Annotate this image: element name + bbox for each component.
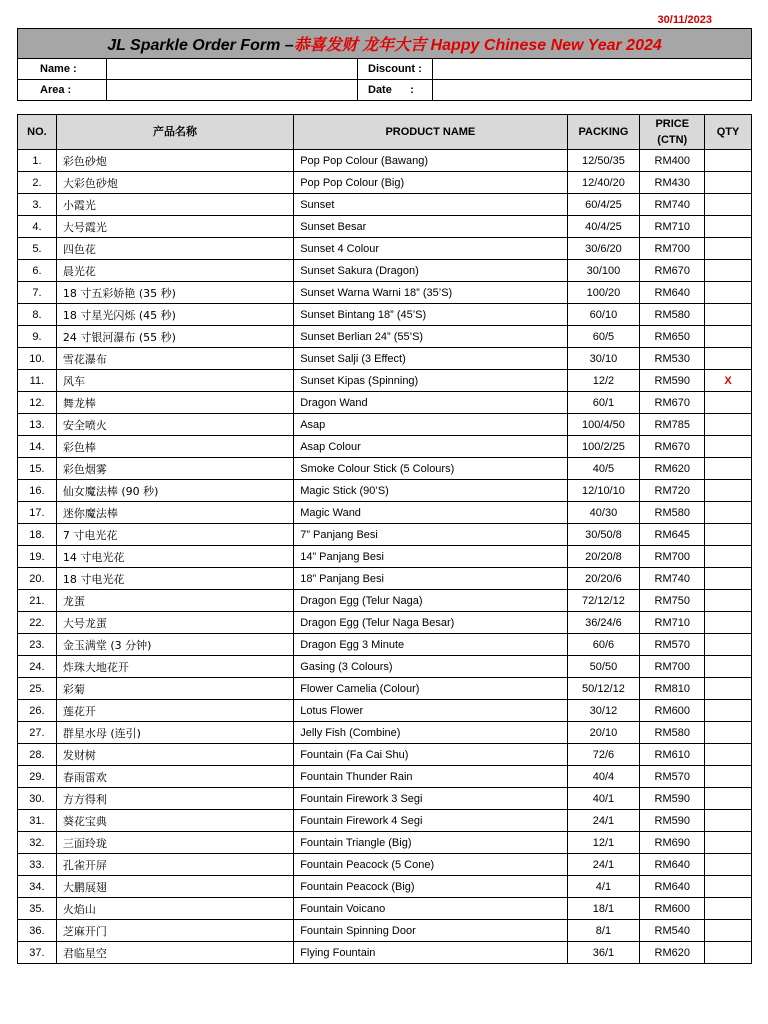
row-price: RM710: [640, 612, 705, 634]
row-qty-field[interactable]: [705, 920, 752, 942]
row-packing: 36/1: [567, 942, 640, 964]
row-cn-name: 火焰山: [56, 898, 293, 920]
table-row: [18, 502, 752, 524]
row-product-name: Dragon Egg 3 Minute: [294, 634, 567, 656]
row-no: 19.: [18, 546, 57, 568]
row-qty-field[interactable]: [705, 942, 752, 964]
row-price: RM640: [640, 282, 705, 304]
table-header-row: [18, 115, 752, 150]
row-cn-name: 龙蛋: [56, 590, 293, 612]
area-field[interactable]: [107, 80, 358, 101]
row-product-name: Sunset Berlian 24” (55’S): [294, 326, 567, 348]
row-packing: 20/10: [567, 722, 640, 744]
row-packing: 12/50/35: [567, 150, 640, 172]
row-price: RM810: [640, 678, 705, 700]
row-cn-name: 大号龙蛋: [56, 612, 293, 634]
row-qty-field[interactable]: [705, 260, 752, 282]
row-qty-field[interactable]: [705, 788, 752, 810]
row-no: 9.: [18, 326, 57, 348]
table-row: [18, 700, 752, 722]
name-field[interactable]: [107, 59, 358, 80]
table-row: [18, 370, 752, 392]
row-qty-field[interactable]: [705, 656, 752, 678]
row-no: 11.: [18, 370, 57, 392]
row-cn-name: 彩色砂炮: [56, 150, 293, 172]
row-cn-name: 大彩色砂炮: [56, 172, 293, 194]
row-cn-name: 18 寸星光闪烁 (45 秒): [56, 304, 293, 326]
table-row: [18, 612, 752, 634]
row-packing: 60/1: [567, 392, 640, 414]
row-packing: 40/4/25: [567, 216, 640, 238]
row-price: RM690: [640, 832, 705, 854]
row-qty-field[interactable]: [705, 238, 752, 260]
row-price: RM670: [640, 260, 705, 282]
table-row: [18, 766, 752, 788]
table-row: [18, 678, 752, 700]
table-row: [18, 172, 752, 194]
row-qty-field[interactable]: [705, 590, 752, 612]
row-packing: 100/20: [567, 282, 640, 304]
table-row: [18, 942, 752, 964]
row-no: 5.: [18, 238, 57, 260]
row-packing: 72/6: [567, 744, 640, 766]
row-no: 18.: [18, 524, 57, 546]
row-price: RM650: [640, 326, 705, 348]
row-product-name: Dragon Egg (Telur Naga): [294, 590, 567, 612]
row-qty-field[interactable]: [705, 898, 752, 920]
row-no: 26.: [18, 700, 57, 722]
row-cn-name: 群星水母 (连引): [56, 722, 293, 744]
row-qty-field[interactable]: [705, 304, 752, 326]
row-product-name: Pop Pop Colour (Bawang): [294, 150, 567, 172]
col-cn-name: 产品名称: [56, 115, 293, 150]
row-qty-field[interactable]: [705, 546, 752, 568]
row-qty-field[interactable]: [705, 502, 752, 524]
row-product-name: Fountain Triangle (Big): [294, 832, 567, 854]
row-cn-name: 君临星空: [56, 942, 293, 964]
col-product-name: PRODUCT NAME: [294, 115, 567, 150]
row-packing: 30/100: [567, 260, 640, 282]
row-qty-field[interactable]: [705, 810, 752, 832]
area-label: Area :: [18, 80, 107, 101]
row-price: RM590: [640, 810, 705, 832]
row-packing: 60/4/25: [567, 194, 640, 216]
row-packing: 100/4/50: [567, 414, 640, 436]
row-cn-name: 葵花宝典: [56, 810, 293, 832]
row-cn-name: 安全喷火: [56, 414, 293, 436]
row-price: RM720: [640, 480, 705, 502]
row-product-name: Jelly Fish (Combine): [294, 722, 567, 744]
row-product-name: Gasing (3 Colours): [294, 656, 567, 678]
form-title: [18, 29, 752, 59]
row-packing: 30/12: [567, 700, 640, 722]
row-no: 32.: [18, 832, 57, 854]
table-row: [18, 282, 752, 304]
row-qty-field[interactable]: [705, 876, 752, 898]
row-price: RM740: [640, 194, 705, 216]
row-cn-name: 彩色棒: [56, 436, 293, 458]
row-price: RM580: [640, 502, 705, 524]
row-no: 12.: [18, 392, 57, 414]
row-no: 28.: [18, 744, 57, 766]
row-price: RM600: [640, 700, 705, 722]
date-label: Date :: [358, 80, 433, 101]
row-cn-name: 风车: [56, 370, 293, 392]
row-packing: 50/12/12: [567, 678, 640, 700]
row-no: 13.: [18, 414, 57, 436]
name-label: Name :: [18, 59, 107, 80]
product-table: [17, 114, 752, 964]
row-no: 4.: [18, 216, 57, 238]
row-no: 14.: [18, 436, 57, 458]
row-product-name: 18” Panjang Besi: [294, 568, 567, 590]
row-price: RM570: [640, 766, 705, 788]
table-row: [18, 238, 752, 260]
row-price: RM610: [640, 744, 705, 766]
table-row: [18, 216, 752, 238]
row-cn-name: 四色花: [56, 238, 293, 260]
row-no: 22.: [18, 612, 57, 634]
row-no: 8.: [18, 304, 57, 326]
row-packing: 8/1: [567, 920, 640, 942]
table-row: [18, 524, 752, 546]
row-packing: 50/50: [567, 656, 640, 678]
row-cn-name: 7 寸电光花: [56, 524, 293, 546]
row-price: RM700: [640, 238, 705, 260]
row-no: 1.: [18, 150, 57, 172]
row-cn-name: 方方得利: [56, 788, 293, 810]
row-price: RM540: [640, 920, 705, 942]
row-no: 36.: [18, 920, 57, 942]
form-date: 30/11/2023: [657, 14, 712, 26]
row-packing: 12/10/10: [567, 480, 640, 502]
row-price: RM430: [640, 172, 705, 194]
row-product-name: Sunset: [294, 194, 567, 216]
title-highlight: 恭喜发财 龙年大吉 Happy Chinese New Year 2024: [293, 37, 662, 54]
discount-label: Discount :: [358, 59, 433, 80]
row-cn-name: 18 寸五彩娇艳 (35 秒): [56, 282, 293, 304]
table-row: [18, 634, 752, 656]
row-price: RM590: [640, 788, 705, 810]
row-qty-field[interactable]: X: [705, 370, 752, 392]
row-qty-field[interactable]: [705, 678, 752, 700]
row-price: RM580: [640, 304, 705, 326]
row-price: RM620: [640, 942, 705, 964]
row-product-name: Pop Pop Colour (Big): [294, 172, 567, 194]
row-qty-field[interactable]: [705, 766, 752, 788]
row-product-name: Fountain (Fa Cai Shu): [294, 744, 567, 766]
row-product-name: 14” Panjang Besi: [294, 546, 567, 568]
row-product-name: Fountain Peacock (5 Cone): [294, 854, 567, 876]
table-row: [18, 590, 752, 612]
row-product-name: Fountain Firework 4 Segi: [294, 810, 567, 832]
table-row: [18, 458, 752, 480]
table-row: [18, 304, 752, 326]
row-cn-name: 雪花瀑布: [56, 348, 293, 370]
table-row: [18, 920, 752, 942]
col-no: NO.: [18, 115, 57, 150]
row-packing: 20/20/6: [567, 568, 640, 590]
form-header: [17, 28, 752, 101]
row-price: RM640: [640, 876, 705, 898]
row-packing: 60/10: [567, 304, 640, 326]
row-product-name: Asap: [294, 414, 567, 436]
row-qty-field[interactable]: [705, 700, 752, 722]
row-product-name: Flower Camelia (Colour): [294, 678, 567, 700]
row-qty-field[interactable]: [705, 194, 752, 216]
table-row: [18, 876, 752, 898]
row-packing: 40/30: [567, 502, 640, 524]
row-qty-field[interactable]: [705, 172, 752, 194]
row-cn-name: 彩色烟雾: [56, 458, 293, 480]
table-row: [18, 260, 752, 282]
row-product-name: Fountain Voicano: [294, 898, 567, 920]
table-row: [18, 392, 752, 414]
row-cn-name: 孔雀开屏: [56, 854, 293, 876]
row-price: RM620: [640, 458, 705, 480]
row-packing: 12/2: [567, 370, 640, 392]
row-qty-field[interactable]: [705, 392, 752, 414]
row-qty-field[interactable]: [705, 744, 752, 766]
row-price: RM710: [640, 216, 705, 238]
row-product-name: Dragon Egg (Telur Naga Besar): [294, 612, 567, 634]
row-product-name: Dragon Wand: [294, 392, 567, 414]
row-product-name: Magic Wand: [294, 502, 567, 524]
row-no: 17.: [18, 502, 57, 524]
row-qty-field[interactable]: [705, 216, 752, 238]
table-row: [18, 832, 752, 854]
row-qty-field[interactable]: [705, 480, 752, 502]
row-product-name: Lotus Flower: [294, 700, 567, 722]
row-packing: 24/1: [567, 810, 640, 832]
row-cn-name: 大鹏展翅: [56, 876, 293, 898]
row-price: RM570: [640, 634, 705, 656]
row-price: RM785: [640, 414, 705, 436]
row-product-name: Fountain Spinning Door: [294, 920, 567, 942]
row-no: 27.: [18, 722, 57, 744]
row-packing: 40/1: [567, 788, 640, 810]
table-row: [18, 788, 752, 810]
row-packing: 72/12/12: [567, 590, 640, 612]
row-cn-name: 小霞光: [56, 194, 293, 216]
row-product-name: Fountain Firework 3 Segi: [294, 788, 567, 810]
row-price: RM750: [640, 590, 705, 612]
row-cn-name: 春雨雷欢: [56, 766, 293, 788]
row-packing: 40/4: [567, 766, 640, 788]
table-row: [18, 546, 752, 568]
row-price: RM600: [640, 898, 705, 920]
row-qty-field[interactable]: [705, 612, 752, 634]
row-packing: 24/1: [567, 854, 640, 876]
row-price: RM645: [640, 524, 705, 546]
row-product-name: Flying Fountain: [294, 942, 567, 964]
row-packing: 12/1: [567, 832, 640, 854]
row-no: 24.: [18, 656, 57, 678]
row-cn-name: 仙女魔法棒 (90 秒): [56, 480, 293, 502]
row-price: RM700: [640, 546, 705, 568]
row-product-name: Fountain Peacock (Big): [294, 876, 567, 898]
row-cn-name: 三面玲珑: [56, 832, 293, 854]
table-row: [18, 744, 752, 766]
row-price: RM580: [640, 722, 705, 744]
table-row: [18, 810, 752, 832]
row-no: 20.: [18, 568, 57, 590]
row-product-name: Sunset Sakura (Dragon): [294, 260, 567, 282]
table-row: [18, 194, 752, 216]
col-price: PRICE (CTN): [640, 115, 705, 150]
row-packing: 30/6/20: [567, 238, 640, 260]
row-packing: 4/1: [567, 876, 640, 898]
table-row: [18, 568, 752, 590]
title-prefix: JL Sparkle Order Form –: [107, 37, 294, 54]
row-qty-field[interactable]: [705, 722, 752, 744]
row-no: 10.: [18, 348, 57, 370]
row-no: 34.: [18, 876, 57, 898]
table-row: [18, 326, 752, 348]
row-product-name: 7” Panjang Besi: [294, 524, 567, 546]
row-no: 31.: [18, 810, 57, 832]
row-price: RM670: [640, 392, 705, 414]
row-qty-field[interactable]: [705, 524, 752, 546]
row-no: 33.: [18, 854, 57, 876]
row-qty-field[interactable]: [705, 568, 752, 590]
row-qty-field[interactable]: [705, 150, 752, 172]
row-product-name: Sunset 4 Colour: [294, 238, 567, 260]
row-cn-name: 18 寸电光花: [56, 568, 293, 590]
row-cn-name: 舞龙棒: [56, 392, 293, 414]
row-qty-field[interactable]: [705, 348, 752, 370]
row-no: 37.: [18, 942, 57, 964]
row-packing: 100/2/25: [567, 436, 640, 458]
row-no: 15.: [18, 458, 57, 480]
row-cn-name: 24 寸银河瀑布 (55 秒): [56, 326, 293, 348]
table-row: [18, 436, 752, 458]
row-no: 35.: [18, 898, 57, 920]
row-product-name: Sunset Besar: [294, 216, 567, 238]
row-qty-field[interactable]: [705, 436, 752, 458]
row-qty-field[interactable]: [705, 326, 752, 348]
row-packing: 40/5: [567, 458, 640, 480]
col-qty: QTY: [705, 115, 752, 150]
row-qty-field[interactable]: [705, 854, 752, 876]
row-no: 16.: [18, 480, 57, 502]
row-cn-name: 金玉满堂 (3 分钟): [56, 634, 293, 656]
row-packing: 30/10: [567, 348, 640, 370]
row-no: 29.: [18, 766, 57, 788]
table-row: [18, 722, 752, 744]
row-product-name: Asap Colour: [294, 436, 567, 458]
table-row: [18, 898, 752, 920]
row-price: RM400: [640, 150, 705, 172]
table-row: [18, 414, 752, 436]
row-cn-name: 大号霞光: [56, 216, 293, 238]
row-packing: 12/40/20: [567, 172, 640, 194]
row-product-name: Fountain Thunder Rain: [294, 766, 567, 788]
row-cn-name: 炸珠大地花开: [56, 656, 293, 678]
row-cn-name: 莲花开: [56, 700, 293, 722]
row-cn-name: 晨光花: [56, 260, 293, 282]
row-product-name: Smoke Colour Stick (5 Colours): [294, 458, 567, 480]
row-no: 7.: [18, 282, 57, 304]
row-product-name: Sunset Bintang 18” (45’S): [294, 304, 567, 326]
row-no: 30.: [18, 788, 57, 810]
table-row: [18, 480, 752, 502]
row-no: 21.: [18, 590, 57, 612]
table-row: [18, 348, 752, 370]
row-packing: 60/5: [567, 326, 640, 348]
row-product-name: Sunset Warna Warni 18” (35’S): [294, 282, 567, 304]
row-product-name: Sunset Salji (3 Effect): [294, 348, 567, 370]
row-packing: 30/50/8: [567, 524, 640, 546]
row-product-name: Sunset Kipas (Spinning): [294, 370, 567, 392]
row-price: RM640: [640, 854, 705, 876]
row-packing: 20/20/8: [567, 546, 640, 568]
row-cn-name: 迷你魔法棒: [56, 502, 293, 524]
row-price: RM700: [640, 656, 705, 678]
row-no: 23.: [18, 634, 57, 656]
discount-field[interactable]: [433, 59, 752, 80]
col-packing: PACKING: [567, 115, 640, 150]
row-no: 2.: [18, 172, 57, 194]
row-qty-field[interactable]: [705, 634, 752, 656]
row-price: RM670: [640, 436, 705, 458]
row-packing: 60/6: [567, 634, 640, 656]
table-row: [18, 854, 752, 876]
row-cn-name: 14 寸电光花: [56, 546, 293, 568]
row-qty-field[interactable]: [705, 832, 752, 854]
row-price: RM530: [640, 348, 705, 370]
row-no: 25.: [18, 678, 57, 700]
row-packing: 36/24/6: [567, 612, 640, 634]
row-cn-name: 发财树: [56, 744, 293, 766]
date-field[interactable]: [433, 80, 752, 101]
row-packing: 18/1: [567, 898, 640, 920]
table-row: [18, 150, 752, 172]
row-qty-field[interactable]: [705, 458, 752, 480]
row-cn-name: 芝麻开门: [56, 920, 293, 942]
row-no: 6.: [18, 260, 57, 282]
row-qty-field[interactable]: [705, 414, 752, 436]
row-no: 3.: [18, 194, 57, 216]
table-row: [18, 656, 752, 678]
row-product-name: Magic Stick (90’S): [294, 480, 567, 502]
row-cn-name: 彩菊: [56, 678, 293, 700]
row-price: RM740: [640, 568, 705, 590]
row-price: RM590: [640, 370, 705, 392]
row-qty-field[interactable]: [705, 282, 752, 304]
